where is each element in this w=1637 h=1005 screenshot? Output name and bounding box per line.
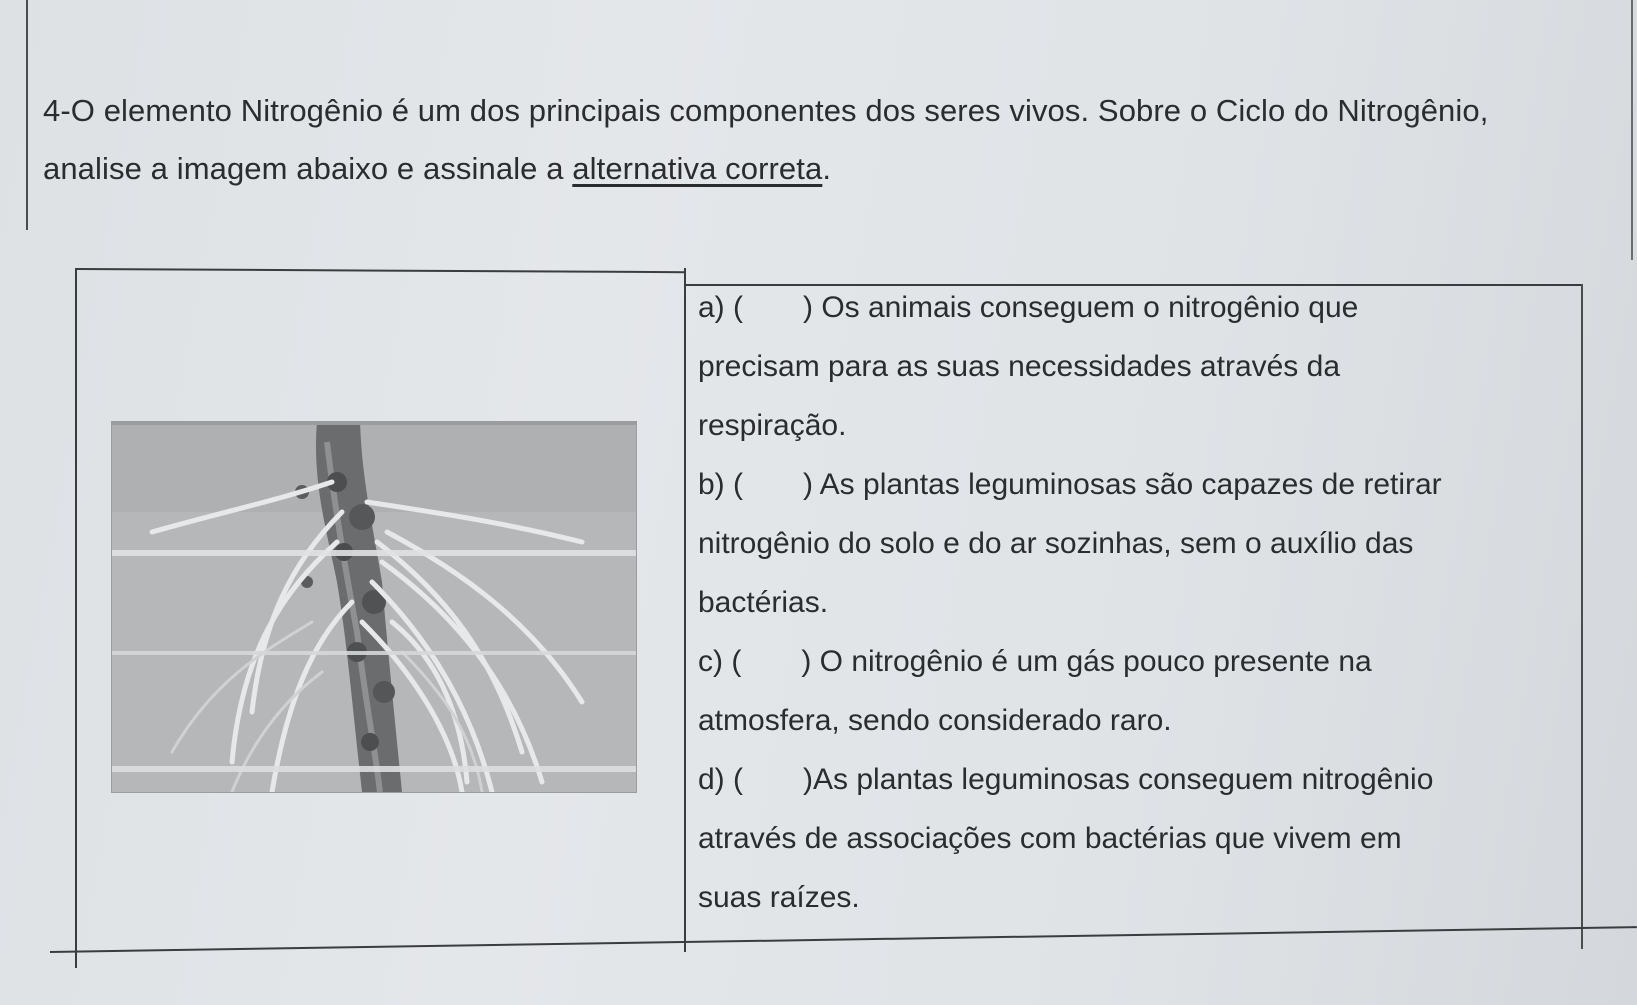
options-list xyxy=(698,278,1578,927)
option-a: a) ( ) Os animais conseguem o nitrogênio que precisam para as suas necessidades através da respiração. xyxy=(698,291,1359,442)
question-number: 4- xyxy=(43,93,71,128)
box-border-left xyxy=(75,268,77,968)
margin-line-right xyxy=(1631,0,1633,260)
box-divider xyxy=(684,268,686,952)
question-text: 4-O elemento Nitrogênio é um dos principais componentes dos seres vivos. Sobre o Ciclo do Nitrogênio, analise a imagem abaixo e assinale a alternativa correta. xyxy=(43,93,1489,186)
question-underlined: alternativa correta xyxy=(572,151,823,186)
box-border-top xyxy=(77,268,686,273)
option-d: d) ( )As plantas leguminosas conseguem nitrogênio através de associações com bactérias que vivem em suas raízes. xyxy=(698,763,1434,914)
option-c: c) ( ) O nitrogênio é um gás pouco presente na atmosfera, sendo considerado raro. xyxy=(698,645,1372,737)
question-body: O elemento Nitrogênio é um dos principais componentes dos seres vivos. Sobre o Ciclo do Nitrogênio, analise a imagem abaixo e assinale a xyxy=(43,93,1489,186)
margin-line xyxy=(26,0,28,230)
option-b: b) ( ) As plantas leguminosas são capazes de retirar nitrogênio do solo e do ar sozinhas, sem o auxílio das bactérias. xyxy=(698,468,1442,619)
root-nodules-photo xyxy=(111,421,637,793)
box-border-bottom xyxy=(50,926,1637,953)
box-border-right xyxy=(1581,284,1583,949)
